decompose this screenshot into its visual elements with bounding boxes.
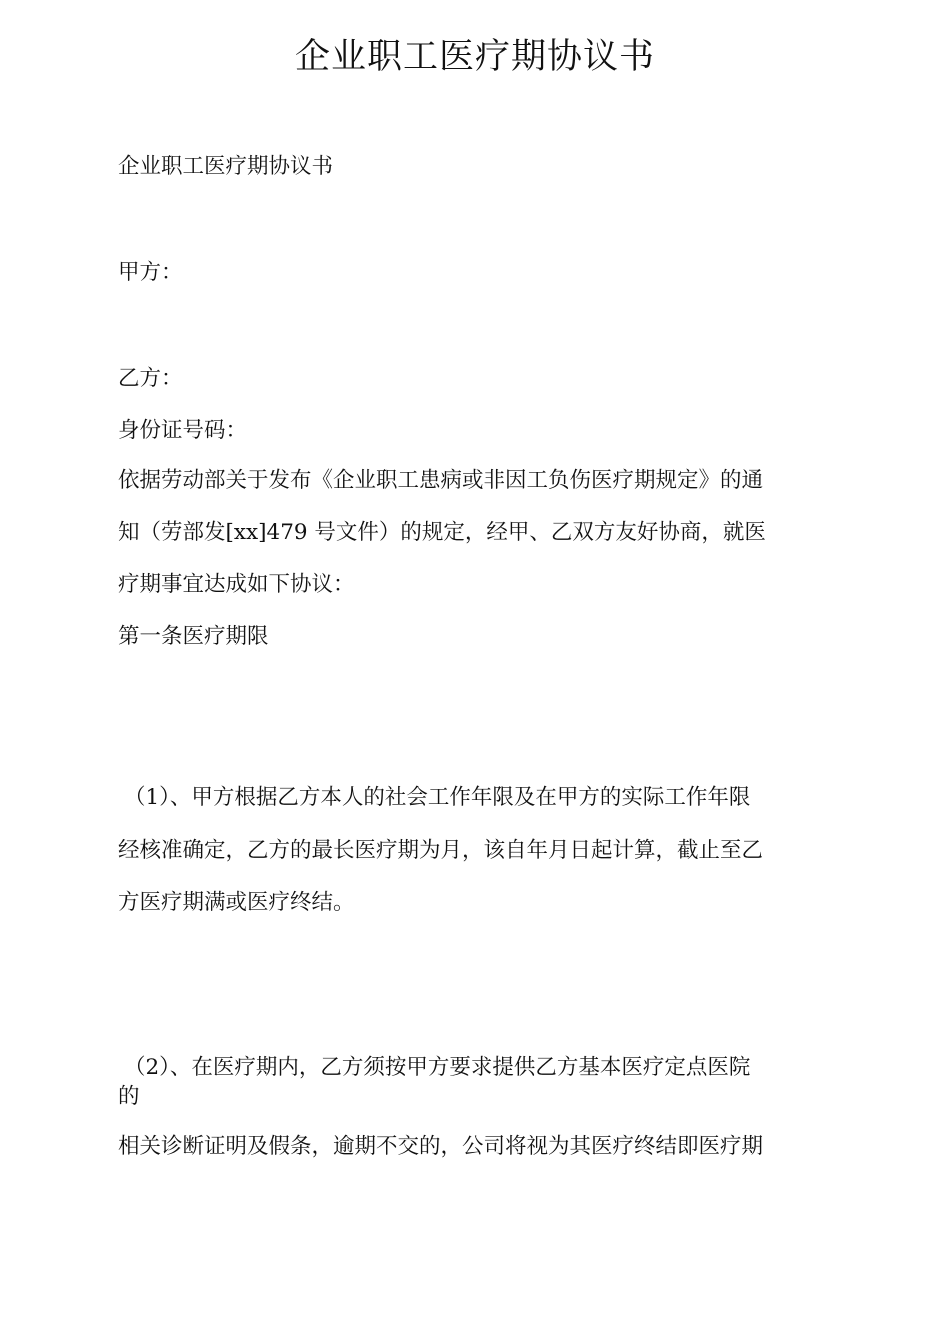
preamble-line: 疗期事宜达成如下协议：: [118, 572, 355, 597]
clause-1-line: 方医疗期满或医疗终结。: [118, 890, 355, 915]
preamble-line: 知（劳部发[xx]479 号文件）的规定，经甲、乙双方友好协商，就医: [118, 520, 766, 545]
party-b-label: 乙方：: [118, 366, 183, 391]
party-a-label: 甲方：: [118, 260, 183, 285]
clause-2-line: 相关诊断证明及假条，逾期不交的，公司将视为其医疗终结即医疗期: [118, 1134, 764, 1159]
clause-1-line: 经核准确定，乙方的最长医疗期为月，该自年月日起计算，截止至乙: [118, 838, 764, 863]
clause-2-line: 的: [118, 1084, 140, 1109]
preamble-line: 依据劳动部关于发布《企业职工患病或非因工负伤医疗期规定》的通: [118, 468, 764, 493]
document-title: 企业职工医疗期协议书: [294, 37, 655, 77]
id-number-label: 身份证号码：: [118, 418, 248, 443]
clause-2-line: （2）、在医疗期内，乙方须按甲方要求提供乙方基本医疗定点医院: [124, 1055, 751, 1080]
clause-1-line: （1）、甲方根据乙方本人的社会工作年限及在甲方的实际工作年限: [124, 785, 751, 810]
article-1-heading: 第一条医疗期限: [118, 624, 269, 649]
document-subtitle: 企业职工医疗期协议书: [118, 154, 334, 179]
